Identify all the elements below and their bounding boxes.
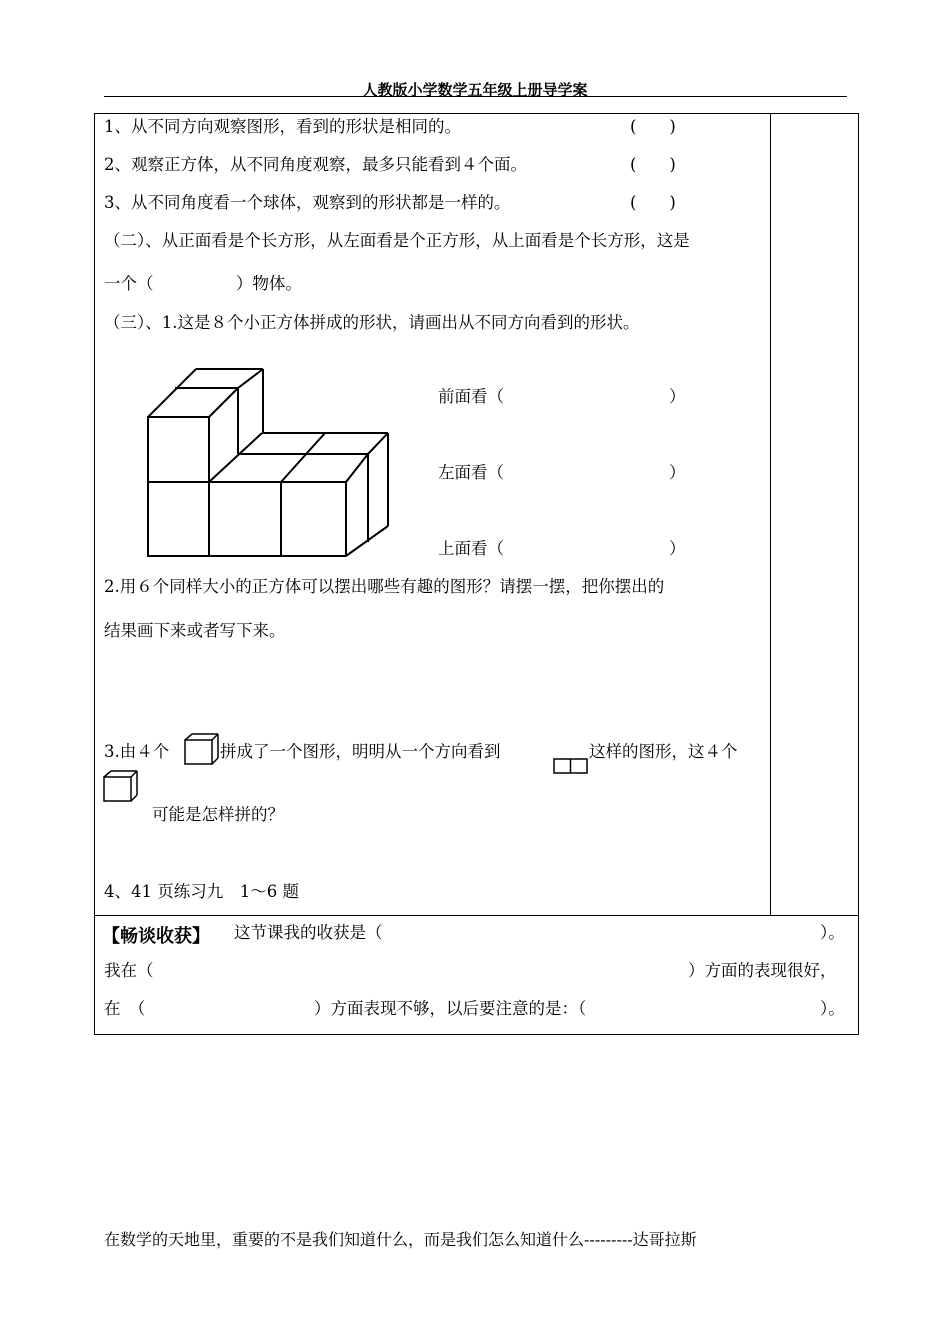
view-top-answer[interactable]: 上面看（ ） [438, 539, 686, 558]
view-front-answer[interactable]: 前面看（ ） [438, 387, 686, 406]
table-border-bottom [94, 1034, 859, 1035]
section3-q3-part3: 这样的图形，这４个 [589, 742, 738, 761]
section3-q4: 4、41 页练习九 1～6 题 [104, 882, 299, 901]
judge-q3: 3、从不同角度看一个球体，观察到的形状都是一样的。 [104, 193, 511, 212]
cube-stack-figure [140, 360, 400, 565]
section2-line2: 一个（ ）物体。 [104, 274, 302, 293]
harvest-line2-start: 我在（ [104, 961, 154, 980]
judge-q3-answer[interactable]: ( ) [630, 193, 676, 212]
cube-icon [184, 733, 220, 765]
harvest-line3-start: 在 （ [104, 999, 146, 1018]
cube-icon [103, 770, 139, 802]
view-left-answer[interactable]: 左面看（ ） [438, 463, 686, 482]
section3-q2-line2: 结果画下来或者写下来。 [104, 621, 286, 640]
section2-line1: （二）、从正面看是个长方形，从左面看是个正方形，从上面看是个长方形，这是 [104, 231, 690, 250]
judge-q1-answer[interactable]: ( ) [630, 117, 676, 136]
harvest-line1-start: 这节课我的收获是（ [234, 923, 383, 942]
section3-q3-line2: 可能是怎样拼的？ [152, 805, 284, 824]
judge-q2-answer[interactable]: ( ) [630, 155, 676, 174]
harvest-title: 【畅谈收获】 [102, 926, 210, 947]
harvest-line1-end: ）。 [820, 923, 845, 942]
table-row-divider [94, 915, 859, 916]
table-column-divider [770, 113, 771, 916]
section3-q3-part1: 3.由４个 [104, 742, 170, 761]
section3-q1: （三）、1.这是８个小正方体拼成的形状，请画出从不同方向看到的形状。 [104, 313, 640, 332]
table-border-right [858, 113, 859, 1035]
table-border-top [94, 113, 859, 114]
table-border-left [94, 113, 95, 1035]
harvest-line3-middle: ）方面表现不够，以后要注意的是：（ [314, 999, 587, 1018]
page-title: 人教版小学数学五年级上册导学案 [362, 81, 588, 99]
harvest-line2-end: ）方面的表现很好， [688, 961, 837, 980]
judge-q1: 1、从不同方向观察图形，看到的形状是相同的。 [104, 117, 461, 136]
judge-q2: 2、观察正方体，从不同角度观察，最多只能看到４个面。 [104, 155, 527, 174]
header-rule [104, 96, 847, 97]
harvest-line3-end: ）。 [820, 999, 845, 1018]
footer-quote: 在数学的天地里，重要的不是我们知道什么，而是我们怎么知道什么---------达哥拉斯 [104, 1230, 697, 1249]
two-squares-view-icon [553, 758, 588, 774]
section3-q3-part2: 拼成了一个图形，明明从一个方向看到 [220, 742, 501, 761]
section3-q2-line1: 2.用６个同样大小的正方体可以摆出哪些有趣的图形？请摆一摆，把你摆出的 [104, 577, 665, 596]
